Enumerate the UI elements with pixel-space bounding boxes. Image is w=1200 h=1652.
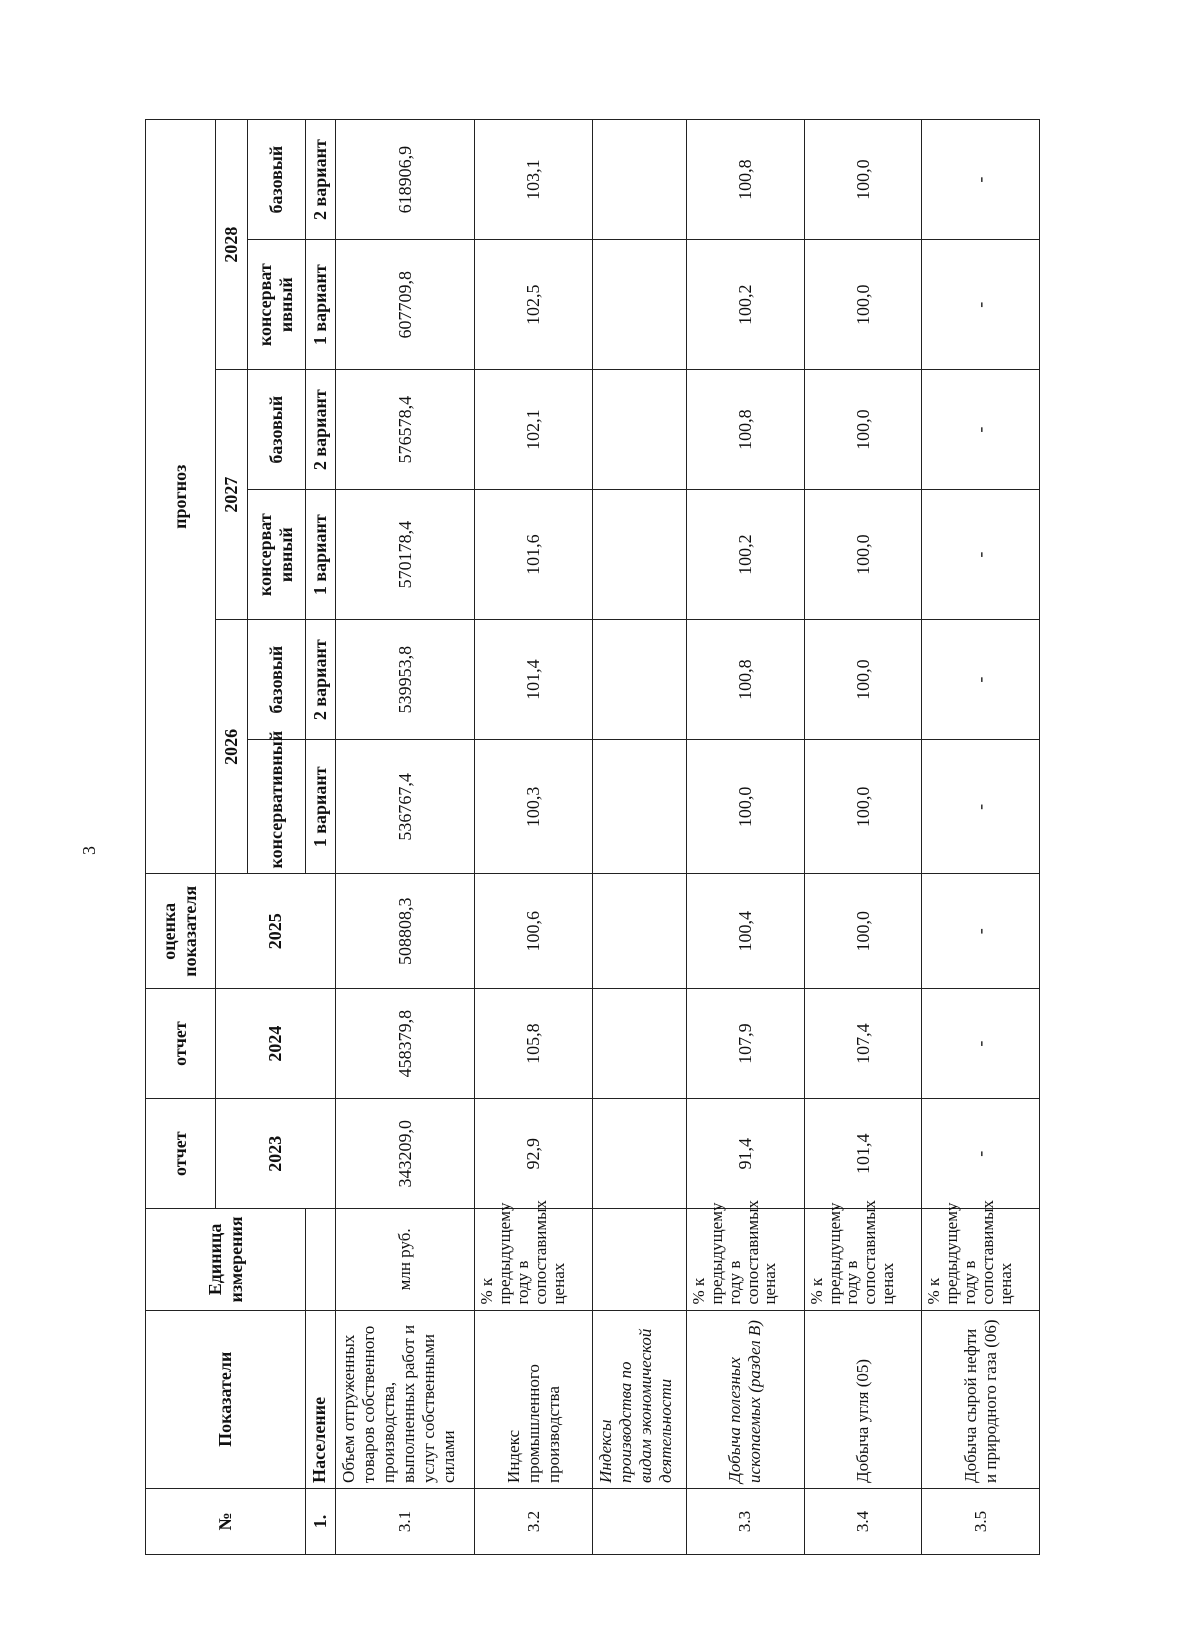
cell-2026-v2: 101,4 xyxy=(475,620,593,740)
cell-2026-v2: 100,0 xyxy=(804,620,922,740)
header-year-2024: 2024 xyxy=(215,989,336,1099)
cell-2027-v1: - xyxy=(922,490,1040,620)
row-name: Индекс промышленного производства xyxy=(475,1310,593,1488)
header-conservative-2027: консерват ивный xyxy=(247,490,306,620)
cell-2028-v2: 100,8 xyxy=(687,120,805,240)
row-no: 3.4 xyxy=(804,1488,922,1554)
cell-2028-v1: 100,0 xyxy=(804,240,922,370)
row-no: 3.3 xyxy=(687,1488,805,1554)
cell-2024: 105,8 xyxy=(475,989,593,1099)
header-estimate: оценка показателя xyxy=(146,874,216,989)
empty-cell xyxy=(592,989,686,1099)
section-title: Население xyxy=(306,1310,336,1488)
cell-2026-v1: 536767,4 xyxy=(336,740,475,874)
cell-2025: 508808,3 xyxy=(336,874,475,989)
cell-2024: 107,4 xyxy=(804,989,922,1099)
header-conservative-2028: консерват ивный xyxy=(247,240,306,370)
cell-2023: 91,4 xyxy=(687,1099,805,1209)
row-unit: % к предыдущему году в сопоставимых ценах xyxy=(687,1209,805,1310)
empty-cell xyxy=(592,240,686,370)
row-name: Добыча полезных ископаемых (раздел B) xyxy=(687,1310,805,1488)
empty-cell xyxy=(592,874,686,989)
header-base-2027: базовый xyxy=(247,370,306,490)
table-row xyxy=(922,120,1040,1555)
section-no: 1. xyxy=(306,1488,336,1554)
cell-2027-v1: 100,0 xyxy=(804,490,922,620)
header-base-2026: базовый xyxy=(247,620,306,740)
cell-2027-v2: 576578,4 xyxy=(336,370,475,490)
header-year-2026: 2026 xyxy=(215,620,247,874)
cell-2028-v1: 607709,8 xyxy=(336,240,475,370)
variant1-2026: 1 вариант xyxy=(306,740,336,874)
cell-2025: 100,4 xyxy=(687,874,805,989)
cell-2028-v2: 100,0 xyxy=(804,120,922,240)
cell-2028-v2: 103,1 xyxy=(475,120,593,240)
subheading-row xyxy=(592,120,686,1555)
cell-2027-v1: 100,2 xyxy=(687,490,805,620)
cell-2028-v1: 102,5 xyxy=(475,240,593,370)
row-unit: % к предыдущему году в сопоставимых ценах xyxy=(804,1209,922,1310)
empty-cell xyxy=(592,1099,686,1209)
variant1-2027: 1 вариант xyxy=(306,490,336,620)
cell-2023: 92,9 xyxy=(475,1099,593,1209)
cell-2025: - xyxy=(922,874,1040,989)
table-row xyxy=(475,120,593,1555)
section-unit-empty xyxy=(306,1209,336,1310)
row-name: Объем отгруженных товаров собственного производства, выполненных работ и услуг собственными силами xyxy=(336,1310,475,1488)
empty-cell xyxy=(592,740,686,874)
cell-2025: 100,6 xyxy=(475,874,593,989)
row-no: 3.2 xyxy=(475,1488,593,1554)
row-unit: млн руб. xyxy=(336,1209,475,1310)
subheading-text: Индексы производства по видам экономической деятельности xyxy=(592,1310,686,1488)
cell-2023: 101,4 xyxy=(804,1099,922,1209)
cell-2024: 458379,8 xyxy=(336,989,475,1099)
header-base-2028: базовый xyxy=(247,120,306,240)
cell-2026-v1: - xyxy=(922,740,1040,874)
header-indicator: Показатели xyxy=(146,1310,306,1488)
variant1-2028: 1 вариант xyxy=(306,240,336,370)
table-row xyxy=(804,120,922,1555)
header-conservative-2026: консервативный xyxy=(247,740,306,874)
cell-2025: 100,0 xyxy=(804,874,922,989)
table-row xyxy=(687,120,805,1555)
header-forecast: прогноз xyxy=(146,120,216,875)
header-no: № xyxy=(146,1488,306,1554)
page-number: 3 xyxy=(79,846,99,855)
cell-2027-v2: 100,8 xyxy=(687,370,805,490)
cell-2028-v1: 100,2 xyxy=(687,240,805,370)
cell-2026-v1: 100,0 xyxy=(804,740,922,874)
header-report-2024: отчет xyxy=(146,989,216,1099)
row-unit: % к предыдущему году в сопоставимых ценах xyxy=(475,1209,593,1310)
cell-2023: - xyxy=(922,1099,1040,1209)
row-no: 3.1 xyxy=(336,1488,475,1554)
cell-2026-v1: 100,3 xyxy=(475,740,593,874)
cell-2027-v2: 100,0 xyxy=(804,370,922,490)
cell-2023: 343209,0 xyxy=(336,1099,475,1209)
empty-cell xyxy=(592,120,686,240)
cell-2026-v2: 100,8 xyxy=(687,620,805,740)
variant2-2027: 2 вариант xyxy=(306,370,336,490)
cell-2027-v1: 101,6 xyxy=(475,490,593,620)
cell-2024: 107,9 xyxy=(687,989,805,1099)
cell-2024: - xyxy=(922,989,1040,1099)
empty-cell xyxy=(592,620,686,740)
row-name: Добыча сырой нефти и природного газа (06) xyxy=(922,1310,1040,1488)
subheading-no-empty xyxy=(592,1488,686,1554)
variant2-2026: 2 вариант xyxy=(306,620,336,740)
header-report-2023: отчет xyxy=(146,1099,216,1209)
empty-cell xyxy=(592,1209,686,1310)
cell-2027-v2: 102,1 xyxy=(475,370,593,490)
row-name: Добыча угля (05) xyxy=(804,1310,922,1488)
empty-cell xyxy=(592,370,686,490)
cell-2027-v1: 570178,4 xyxy=(336,490,475,620)
table-row xyxy=(336,120,475,1555)
cell-2028-v2: - xyxy=(922,120,1040,240)
cell-2026-v1: 100,0 xyxy=(687,740,805,874)
header-unit: Единица измерения xyxy=(146,1209,306,1310)
cell-2028-v1: - xyxy=(922,240,1040,370)
row-unit: % к предыдущему году в сопоставимых ценах xyxy=(922,1209,1040,1310)
rotated-table-wrapper xyxy=(145,119,1040,1555)
empty-cell xyxy=(592,490,686,620)
header-year-2028: 2028 xyxy=(215,120,247,370)
row-no: 3.5 xyxy=(922,1488,1040,1554)
cell-2028-v2: 618906,9 xyxy=(336,120,475,240)
header-year-2027: 2027 xyxy=(215,370,247,620)
header-year-2023: 2023 xyxy=(215,1099,336,1209)
variant2-2028: 2 вариант xyxy=(306,120,336,240)
cell-2026-v2: 539953,8 xyxy=(336,620,475,740)
forecast-table xyxy=(145,119,1040,1555)
cell-2026-v2: - xyxy=(922,620,1040,740)
header-year-2025: 2025 xyxy=(215,874,336,989)
cell-2027-v2: - xyxy=(922,370,1040,490)
